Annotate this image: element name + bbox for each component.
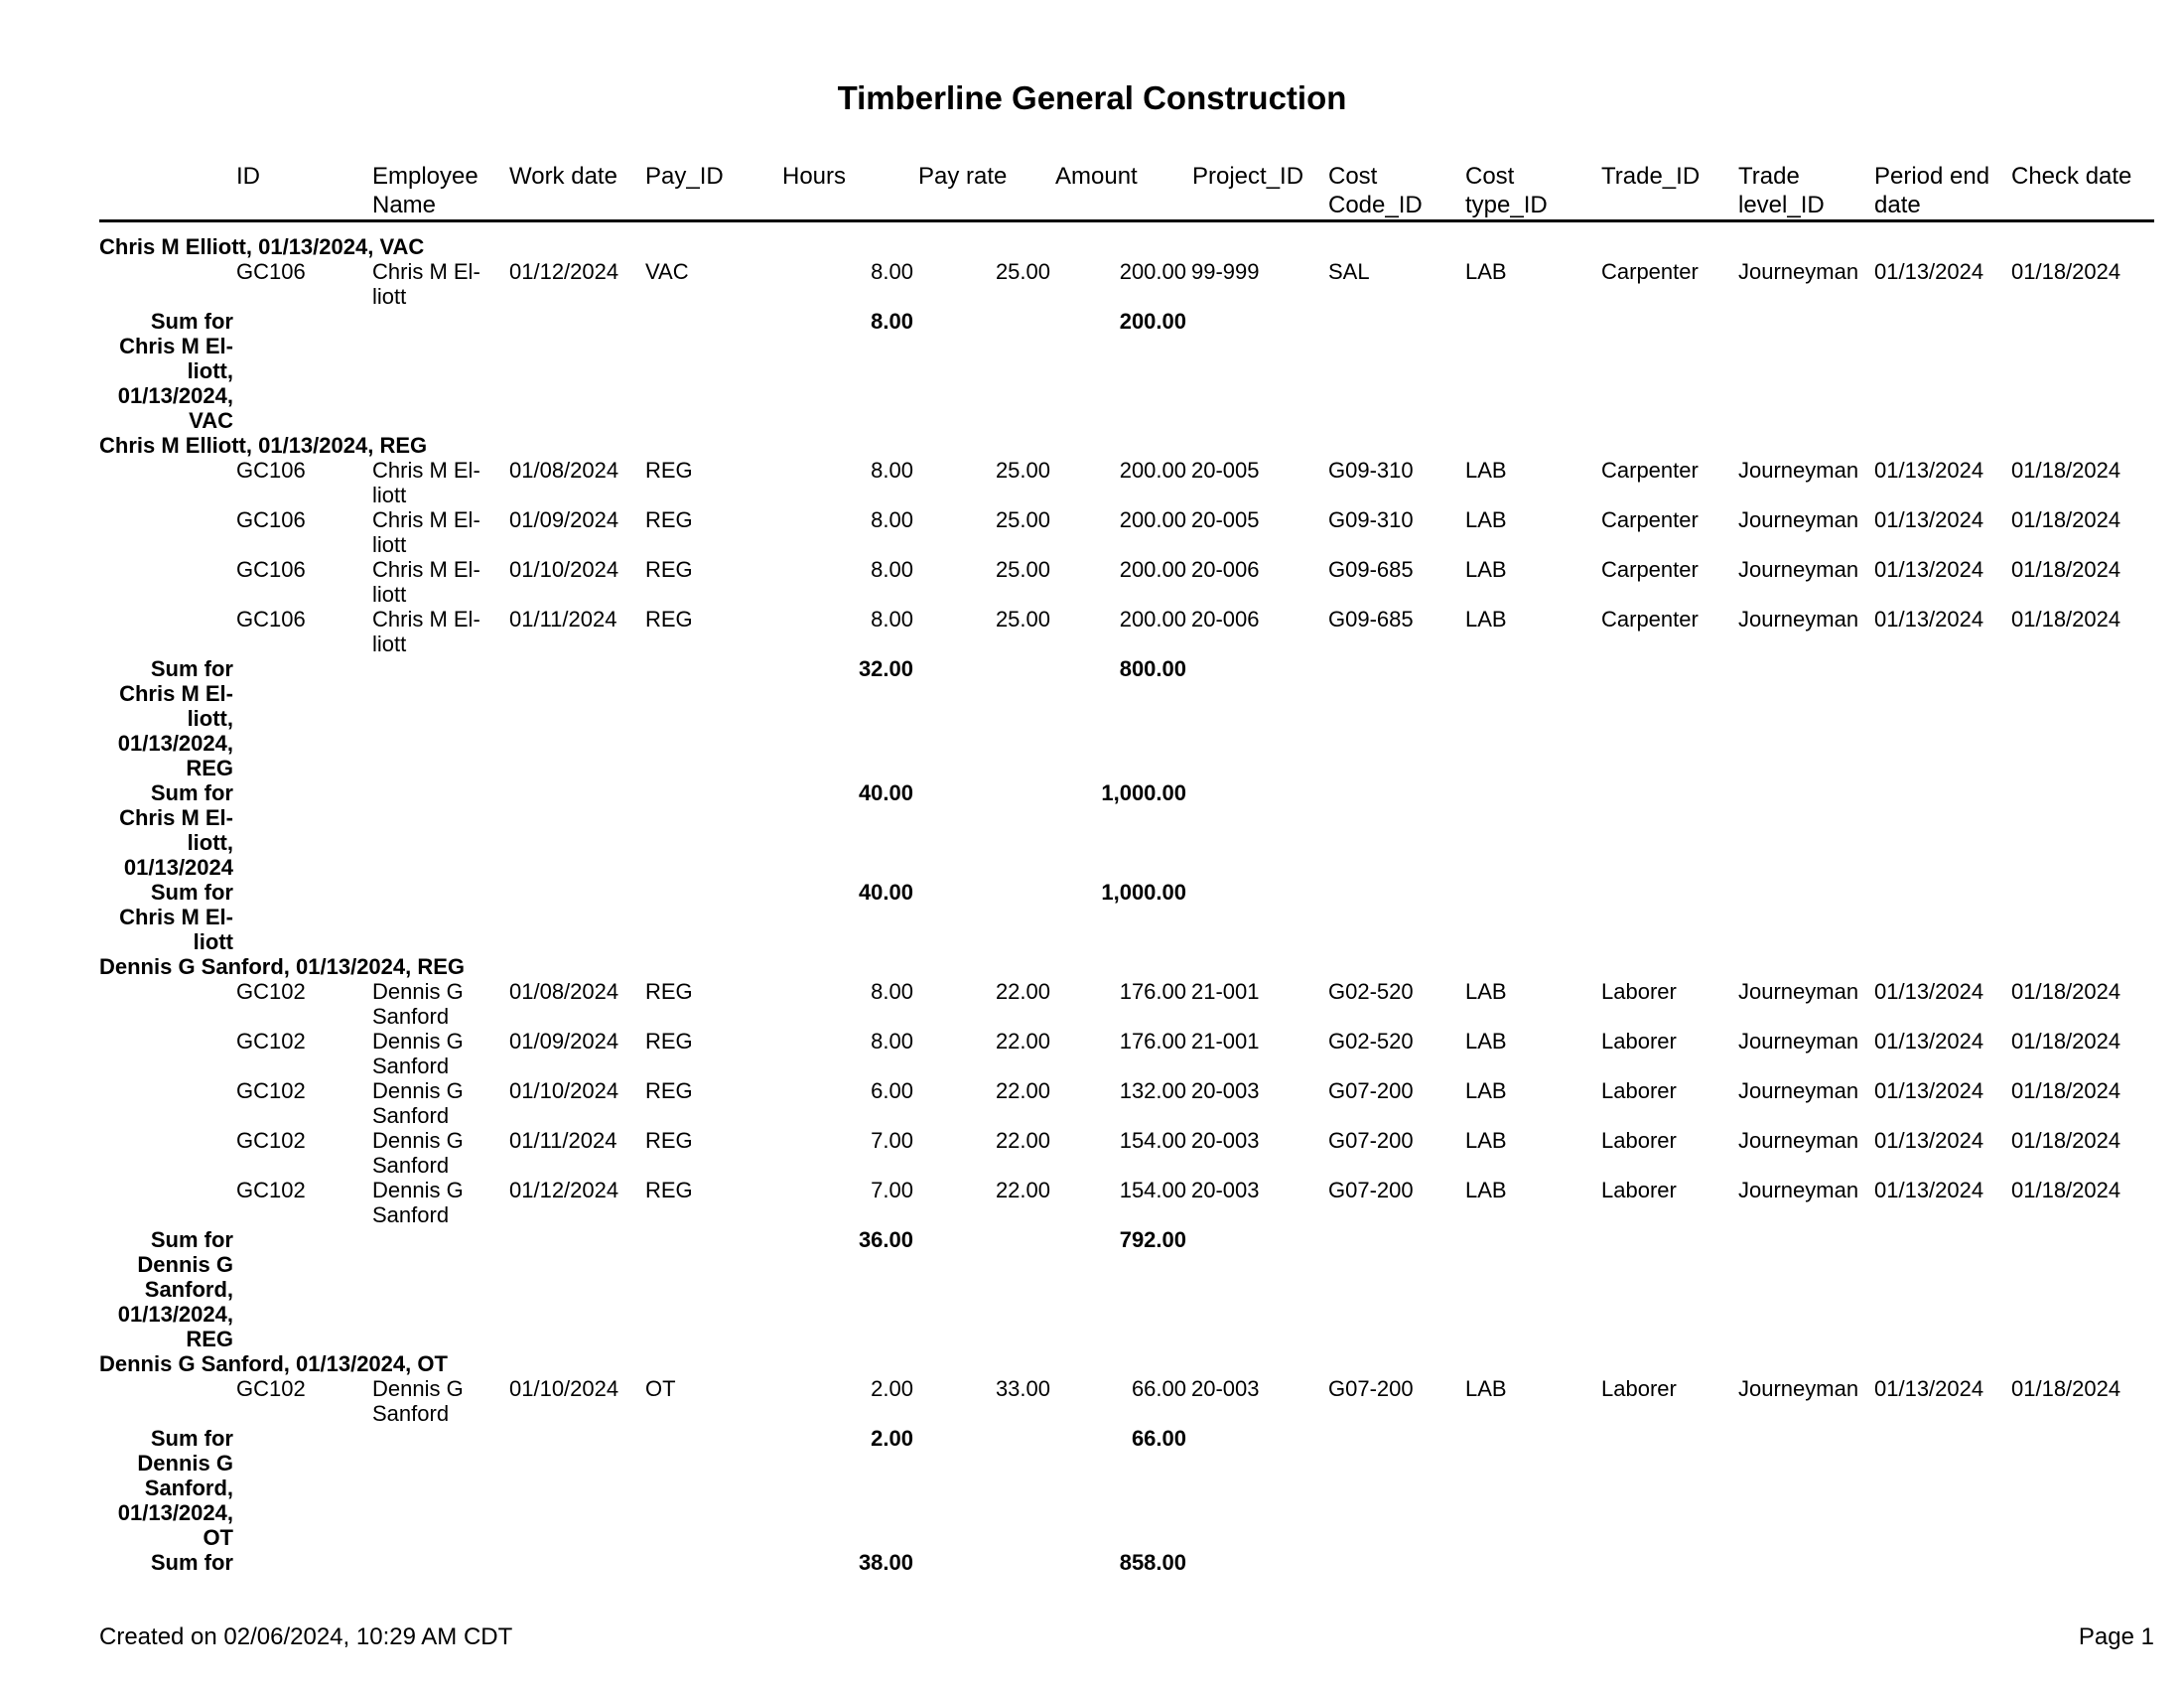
table-row xyxy=(99,1029,2154,1078)
cell-project-id: 20-003 xyxy=(1191,1128,1260,1153)
sum-label-line: Sum for xyxy=(150,1426,233,1451)
cell-id: GC102 xyxy=(236,1029,306,1054)
cell-id: GC106 xyxy=(236,607,306,632)
table-row xyxy=(99,1078,2154,1128)
cell-project-id: 20-003 xyxy=(1191,1178,1260,1202)
cell-work-date: 01/08/2024 xyxy=(509,979,619,1004)
cell-cost-type-id: LAB xyxy=(1465,979,1507,1004)
cell-trade-level-id: Journeyman xyxy=(1738,1128,1859,1153)
cell-project-id: 20-003 xyxy=(1191,1078,1260,1103)
cell-pay-rate: 25.00 xyxy=(995,507,1050,532)
cell-project-id: 20-006 xyxy=(1191,557,1260,582)
cell-amount: 200.00 xyxy=(1119,607,1186,632)
cell-hours: 6.00 xyxy=(871,1078,913,1103)
sum-label-line: 01/13/2024, xyxy=(117,1302,233,1327)
cell-amount: 200.00 xyxy=(1119,507,1186,532)
col-header-trade-id: Trade_ID xyxy=(1601,163,1701,190)
cell-pay-id: REG xyxy=(645,557,693,582)
sum-hours: 40.00 xyxy=(858,780,913,805)
table-row xyxy=(99,607,2154,656)
cell-id: GC102 xyxy=(236,1078,306,1103)
sum-label-line: Sum for xyxy=(150,780,233,805)
table-row xyxy=(99,507,2154,557)
cell-cost-type-id: LAB xyxy=(1465,557,1507,582)
sum-label-line: liott xyxy=(193,929,233,954)
cell-trade-id: Laborer xyxy=(1601,1178,1677,1202)
sum-label-line: VAC xyxy=(189,408,233,433)
cell-cost-type-id: LAB xyxy=(1465,1178,1507,1202)
sum-label-line: Chris M El- xyxy=(119,905,233,929)
col-header-period-end-date: Period end date xyxy=(1874,163,1990,218)
sum-amount: 792.00 xyxy=(1119,1227,1186,1252)
cell-pay-id: REG xyxy=(645,458,693,483)
col-header-check-date: Check date xyxy=(2011,163,2132,190)
sum-label-line: Sum for xyxy=(150,880,233,905)
cell-trade-id: Laborer xyxy=(1601,1376,1677,1401)
cell-cost-type-id: LAB xyxy=(1465,607,1507,632)
sum-label-line: Sum for xyxy=(150,656,233,681)
cell-employee-name: Dennis G Sanford xyxy=(372,1029,464,1078)
cell-trade-id: Carpenter xyxy=(1601,607,1699,632)
cell-pay-rate: 25.00 xyxy=(995,557,1050,582)
cell-amount: 200.00 xyxy=(1119,458,1186,483)
sum-label-line: Dennis G xyxy=(137,1451,233,1476)
cell-period-end-date: 01/13/2024 xyxy=(1874,259,1984,284)
cell-work-date: 01/10/2024 xyxy=(509,557,619,582)
cell-cost-code-id: G09-685 xyxy=(1328,557,1414,582)
cell-employee-name: Chris M El-liott xyxy=(372,557,480,607)
cell-period-end-date: 01/13/2024 xyxy=(1874,1029,1984,1054)
sum-label-line: Sum for xyxy=(150,1550,233,1575)
cell-pay-id: OT xyxy=(645,1376,676,1401)
cell-trade-level-id: Journeyman xyxy=(1738,557,1859,582)
table-row xyxy=(99,1376,2154,1426)
cell-cost-code-id: G07-200 xyxy=(1328,1178,1414,1202)
cell-cost-type-id: LAB xyxy=(1465,1078,1507,1103)
sum-label-line: Chris M El- xyxy=(119,334,233,358)
cell-period-end-date: 01/13/2024 xyxy=(1874,1178,1984,1202)
cell-cost-type-id: LAB xyxy=(1465,507,1507,532)
sum-row xyxy=(99,780,2154,880)
cell-cost-code-id: G09-685 xyxy=(1328,607,1414,632)
group-header-row xyxy=(99,954,2154,979)
created-timestamp: Created on 02/06/2024, 10:29 AM CDT xyxy=(99,1623,513,1650)
cell-check-date: 01/18/2024 xyxy=(2011,1029,2121,1054)
cell-trade-level-id: Journeyman xyxy=(1738,607,1859,632)
cell-period-end-date: 01/13/2024 xyxy=(1874,507,1984,532)
group-header-row xyxy=(99,433,2154,458)
cell-amount: 200.00 xyxy=(1119,259,1186,284)
cell-work-date: 01/10/2024 xyxy=(509,1078,619,1103)
table-row xyxy=(99,259,2154,309)
payroll-report xyxy=(99,162,2154,1575)
cell-check-date: 01/18/2024 xyxy=(2011,259,2121,284)
cell-work-date: 01/09/2024 xyxy=(509,507,619,532)
cell-trade-level-id: Journeyman xyxy=(1738,1029,1859,1054)
sum-hours: 2.00 xyxy=(871,1426,913,1451)
sum-row xyxy=(99,880,2154,954)
sum-label-line: Sum for xyxy=(150,309,233,334)
cell-cost-type-id: LAB xyxy=(1465,1029,1507,1054)
cell-id: GC102 xyxy=(236,1376,306,1401)
col-header-amount: Amount xyxy=(1055,163,1138,190)
cell-pay-rate: 22.00 xyxy=(995,979,1050,1004)
cell-work-date: 01/09/2024 xyxy=(509,1029,619,1054)
sum-label-line: 01/13/2024, xyxy=(117,1500,233,1525)
cell-trade-level-id: Journeyman xyxy=(1738,507,1859,532)
page-number: Page 1 xyxy=(2078,1623,2154,1650)
cell-pay-rate: 22.00 xyxy=(995,1178,1050,1202)
cell-cost-type-id: LAB xyxy=(1465,1128,1507,1153)
cell-employee-name: Dennis G Sanford xyxy=(372,979,464,1029)
group-label: Dennis G Sanford, 01/13/2024, REG xyxy=(99,954,466,979)
cell-employee-name: Dennis G Sanford xyxy=(372,1128,464,1178)
cell-pay-id: VAC xyxy=(645,259,689,284)
sum-label-line: Dennis G xyxy=(137,1252,233,1277)
cell-hours: 8.00 xyxy=(871,507,913,532)
group-label: Chris M Elliott, 01/13/2024, VAC xyxy=(99,234,425,259)
sum-label-line: liott, xyxy=(187,830,233,855)
group-label: Chris M Elliott, 01/13/2024, REG xyxy=(99,433,428,458)
sum-hours: 8.00 xyxy=(871,309,913,334)
cell-pay-id: REG xyxy=(645,1178,693,1202)
cell-check-date: 01/18/2024 xyxy=(2011,979,2121,1004)
cell-employee-name: Chris M El-liott xyxy=(372,607,480,656)
cell-period-end-date: 01/13/2024 xyxy=(1874,1078,1984,1103)
cell-amount: 132.00 xyxy=(1119,1078,1186,1103)
cell-work-date: 01/08/2024 xyxy=(509,458,619,483)
sum-hours: 38.00 xyxy=(858,1550,913,1575)
sum-amount: 200.00 xyxy=(1119,309,1186,334)
cell-project-id: 20-003 xyxy=(1191,1376,1260,1401)
cell-hours: 7.00 xyxy=(871,1128,913,1153)
cell-trade-level-id: Journeyman xyxy=(1738,458,1859,483)
cell-check-date: 01/18/2024 xyxy=(2011,1178,2121,1202)
cell-trade-level-id: Journeyman xyxy=(1738,1376,1859,1401)
sum-row xyxy=(99,1426,2154,1550)
cell-trade-id: Laborer xyxy=(1601,1029,1677,1054)
cell-trade-level-id: Journeyman xyxy=(1738,1178,1859,1202)
cell-pay-id: REG xyxy=(645,979,693,1004)
cell-trade-level-id: Journeyman xyxy=(1738,259,1859,284)
cell-cost-code-id: G07-200 xyxy=(1328,1128,1414,1153)
sum-amount: 858.00 xyxy=(1119,1550,1186,1575)
sum-label xyxy=(118,1227,233,1351)
sum-amount: 66.00 xyxy=(1131,1426,1186,1451)
cell-cost-code-id: G02-520 xyxy=(1328,979,1414,1004)
cell-period-end-date: 01/13/2024 xyxy=(1874,557,1984,582)
cell-trade-id: Laborer xyxy=(1601,1078,1677,1103)
cell-project-id: 20-005 xyxy=(1191,458,1260,483)
sum-amount: 800.00 xyxy=(1119,656,1186,681)
sum-label-line: liott, xyxy=(187,706,233,731)
cell-trade-level-id: Journeyman xyxy=(1738,1078,1859,1103)
cell-hours: 8.00 xyxy=(871,458,913,483)
sum-row xyxy=(99,656,2154,780)
sum-label-line: 01/13/2024, xyxy=(117,383,233,408)
col-header-pay-rate: Pay rate xyxy=(918,163,1008,190)
cell-pay-id: REG xyxy=(645,607,693,632)
cell-pay-rate: 25.00 xyxy=(995,607,1050,632)
cell-project-id: 21-001 xyxy=(1191,1029,1260,1054)
group-header-row xyxy=(99,234,2154,259)
cell-amount: 154.00 xyxy=(1119,1178,1186,1202)
col-header-trade-level-id: Trade level_ID xyxy=(1738,163,1825,218)
cell-amount: 154.00 xyxy=(1119,1128,1186,1153)
cell-pay-id: REG xyxy=(645,1029,693,1054)
cell-cost-code-id: SAL xyxy=(1328,259,1370,284)
cell-cost-type-id: LAB xyxy=(1465,259,1507,284)
cell-hours: 8.00 xyxy=(871,259,913,284)
cell-cost-code-id: G07-200 xyxy=(1328,1078,1414,1103)
col-header-hours: Hours xyxy=(782,163,847,190)
report-title: Timberline General Construction xyxy=(837,79,1347,116)
cell-trade-id: Carpenter xyxy=(1601,458,1699,483)
table-row xyxy=(99,979,2154,1029)
cell-id: GC106 xyxy=(236,458,306,483)
cell-id: GC106 xyxy=(236,557,306,582)
sum-hours: 36.00 xyxy=(858,1227,913,1252)
cell-period-end-date: 01/13/2024 xyxy=(1874,1128,1984,1153)
table-row xyxy=(99,1128,2154,1178)
sum-row xyxy=(99,309,2154,433)
table-row xyxy=(99,1178,2154,1227)
cell-id: GC102 xyxy=(236,1128,306,1153)
cell-trade-id: Carpenter xyxy=(1601,557,1699,582)
cell-pay-rate: 22.00 xyxy=(995,1029,1050,1054)
cell-amount: 66.00 xyxy=(1131,1376,1186,1401)
cell-period-end-date: 01/13/2024 xyxy=(1874,979,1984,1004)
sum-label-line: liott, xyxy=(187,358,233,383)
sum-label-line: 01/13/2024, xyxy=(117,731,233,756)
sum-label xyxy=(119,880,233,954)
cell-id: GC106 xyxy=(236,507,306,532)
cell-trade-level-id: Journeyman xyxy=(1738,979,1859,1004)
sum-row xyxy=(99,1227,2154,1351)
cell-work-date: 01/12/2024 xyxy=(509,1178,619,1202)
cell-employee-name: Dennis G Sanford xyxy=(372,1078,464,1128)
cell-check-date: 01/18/2024 xyxy=(2011,507,2121,532)
sum-hours: 40.00 xyxy=(858,880,913,905)
cell-check-date: 01/18/2024 xyxy=(2011,1376,2121,1401)
cell-hours: 8.00 xyxy=(871,557,913,582)
sum-label xyxy=(118,309,233,433)
cell-amount: 200.00 xyxy=(1119,557,1186,582)
cell-pay-rate: 25.00 xyxy=(995,259,1050,284)
cell-check-date: 01/18/2024 xyxy=(2011,458,2121,483)
cell-hours: 7.00 xyxy=(871,1178,913,1202)
cell-pay-rate: 25.00 xyxy=(995,458,1050,483)
cell-work-date: 01/11/2024 xyxy=(509,1128,617,1153)
cell-id: GC102 xyxy=(236,1178,306,1202)
col-header-cost-code-id: Cost Code_ID xyxy=(1328,163,1423,218)
sum-amount: 1,000.00 xyxy=(1101,780,1186,805)
cell-check-date: 01/18/2024 xyxy=(2011,607,2121,632)
cell-project-id: 99-999 xyxy=(1191,259,1260,284)
sum-label xyxy=(119,780,233,880)
col-header-employee-name: Employee Name xyxy=(372,163,478,218)
cell-period-end-date: 01/13/2024 xyxy=(1874,607,1984,632)
cell-project-id: 20-006 xyxy=(1191,607,1260,632)
cell-pay-rate: 33.00 xyxy=(995,1376,1050,1401)
cell-work-date: 01/10/2024 xyxy=(509,1376,619,1401)
cell-employee-name: Chris M El-liott xyxy=(372,259,480,309)
cell-cost-code-id: G09-310 xyxy=(1328,458,1414,483)
cell-period-end-date: 01/13/2024 xyxy=(1874,1376,1984,1401)
cell-trade-id: Laborer xyxy=(1601,979,1677,1004)
cell-work-date: 01/12/2024 xyxy=(509,259,619,284)
cell-id: GC102 xyxy=(236,979,306,1004)
column-header-row xyxy=(99,162,2154,222)
cell-cost-code-id: G02-520 xyxy=(1328,1029,1414,1054)
cell-pay-id: REG xyxy=(645,507,693,532)
sum-label xyxy=(118,656,233,780)
cell-trade-id: Carpenter xyxy=(1601,259,1699,284)
sum-row xyxy=(99,1550,2154,1575)
sum-label xyxy=(151,1550,233,1575)
sum-hours: 32.00 xyxy=(858,656,913,681)
cell-employee-name: Dennis G Sanford xyxy=(372,1178,464,1227)
col-header-id: ID xyxy=(236,163,260,190)
sum-label-line: Chris M El- xyxy=(119,805,233,830)
group-label: Dennis G Sanford, 01/13/2024, OT xyxy=(99,1351,448,1376)
cell-amount: 176.00 xyxy=(1119,979,1186,1004)
cell-check-date: 01/18/2024 xyxy=(2011,557,2121,582)
cell-pay-rate: 22.00 xyxy=(995,1128,1050,1153)
sum-label-line: OT xyxy=(203,1525,233,1550)
cell-id: GC106 xyxy=(236,259,306,284)
cell-employee-name: Chris M El-liott xyxy=(372,507,480,557)
cell-check-date: 01/18/2024 xyxy=(2011,1128,2121,1153)
cell-employee-name: Chris M El-liott xyxy=(372,458,480,507)
cell-trade-id: Laborer xyxy=(1601,1128,1677,1153)
cell-cost-code-id: G09-310 xyxy=(1328,507,1414,532)
cell-project-id: 21-001 xyxy=(1191,979,1260,1004)
sum-label-line: REG xyxy=(186,1327,233,1351)
sum-label-line: Chris M El- xyxy=(119,681,233,706)
cell-hours: 8.00 xyxy=(871,1029,913,1054)
cell-pay-rate: 22.00 xyxy=(995,1078,1050,1103)
cell-hours: 8.00 xyxy=(871,607,913,632)
report-body xyxy=(99,234,2154,1575)
col-header-pay-id: Pay_ID xyxy=(645,163,724,190)
sum-label-line: Sanford, xyxy=(144,1476,233,1500)
sum-label-line: 01/13/2024 xyxy=(123,855,233,880)
cell-hours: 8.00 xyxy=(871,979,913,1004)
cell-cost-code-id: G07-200 xyxy=(1328,1376,1414,1401)
group-header-row xyxy=(99,1351,2154,1376)
col-header-project-id: Project_ID xyxy=(1192,163,1304,190)
cell-project-id: 20-005 xyxy=(1191,507,1260,532)
cell-work-date: 01/11/2024 xyxy=(509,607,617,632)
cell-amount: 176.00 xyxy=(1119,1029,1186,1054)
cell-check-date: 01/18/2024 xyxy=(2011,1078,2121,1103)
col-header-work-date: Work date xyxy=(509,163,617,190)
sum-amount: 1,000.00 xyxy=(1101,880,1186,905)
table-row xyxy=(99,458,2154,507)
cell-cost-type-id: LAB xyxy=(1465,1376,1507,1401)
col-header-cost-type-id: Cost type_ID xyxy=(1465,163,1548,218)
cell-employee-name: Dennis G Sanford xyxy=(372,1376,464,1426)
cell-cost-type-id: LAB xyxy=(1465,458,1507,483)
cell-hours: 2.00 xyxy=(871,1376,913,1401)
sum-label-line: Sanford, xyxy=(144,1277,233,1302)
cell-pay-id: REG xyxy=(645,1078,693,1103)
table-row xyxy=(99,557,2154,607)
cell-pay-id: REG xyxy=(645,1128,693,1153)
sum-label-line: Sum for xyxy=(150,1227,233,1252)
sum-label-line: REG xyxy=(186,756,233,780)
cell-trade-id: Carpenter xyxy=(1601,507,1699,532)
sum-label xyxy=(118,1426,233,1550)
cell-period-end-date: 01/13/2024 xyxy=(1874,458,1984,483)
